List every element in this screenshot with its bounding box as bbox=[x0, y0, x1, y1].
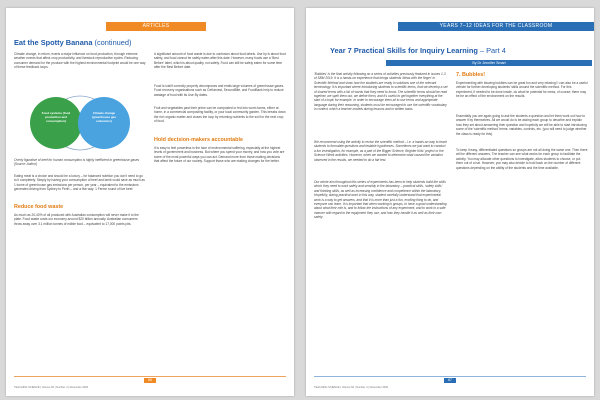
arrow-top bbox=[64, 96, 96, 100]
paragraph-food-waste: As much as 20-40% of all produced with Australian consumption will never make it to the plate. Food waste costs our economy around $20 billion annually. Australian consumers throw away over 3.1 million tonnes of edible food – equivalent to 17,000 points pits. bbox=[14, 213, 139, 226]
column2-paragraph-1: Experimenting with blowing bubbles can be great fun and very relaxing! I can also be a useful vehicle for further developing students' skills around the scientific method. For this experiment, if needed to be done inside, do what he potential for mess, of course; there may be be an effect of the environment on the results. bbox=[456, 81, 588, 99]
subheading-bubbles: 7. Bubbles! bbox=[456, 72, 486, 78]
climate-change-label: Climate change (greenhouse gas emissions) bbox=[91, 111, 116, 123]
page-number: 66 bbox=[144, 378, 156, 383]
venn-diagram bbox=[20, 92, 140, 154]
column1-paragraph-1: 'Bubbles' is the final activity following on a series of activities previously featured in issues 1-3 of SBM 2019. It is a hands-on experience that brings students 'ideas with the finger' in Scientific Method and show how the students are ready in solutions one of the relevant terminology. It is important where introducing students to scientific terms, that we develop a set of shared terms with a list of words that they need to know. The scientific terms should be read together, we spell them out, we define them, and it's useful to get together everything at the start of a topic for example. In order to encourage them all to use terms and appropriate language during their reasoning, students must be encouraged to use the scientific vocabulary in context, which a teacher models during lessons and in written tasks. bbox=[314, 72, 448, 112]
headline-part: – Part 4 bbox=[479, 46, 506, 55]
column2-paragraph-3: Fruit and vegetables past their prime can be composted or fed into worm farms, either at home, in a commercial composting facility, or your local community garden. This breaks down the rich organic matter and closes the loop by returning nutrients to the soil for the next crop of food. bbox=[154, 106, 286, 124]
page-number: 67 bbox=[444, 378, 456, 383]
column2-paragraph-3: To keep it easy, differentiated questions so groups are not all doing the same one. Then there will be different answers. The teacher can see what works for each group to facilitate the activity. You may allocate other questions to investigate, allow students to choose, or put them out of a hat. However, you may also decide to hold back on the number of different questions depending on the ability of the students and the time available. bbox=[456, 148, 588, 170]
footer-text: TEACHING SCIENCE | Volume 66 | Number 4 | December 2020 bbox=[314, 386, 389, 389]
article-title bbox=[330, 46, 506, 55]
column2-paragraph-2: Essentially you are again going to ask the students a question and let them work out how to answer it by themselves. All we would do is be asking each group to describe and explain how they set about answering their question and hopefully we will be able to start introducing some of the 'scientific method' terms: variables, controls, etc. (you will need to judge whether the class is ready for this). bbox=[456, 114, 587, 136]
section-tab: YEARS 7–12 IDEAS FOR THE CLASSROOM bbox=[398, 22, 594, 31]
subheading-accountable: Hold decision-makers accountable bbox=[154, 137, 243, 143]
paragraph-meat: Eating meat is a choice and should be a luxury – for balanced nutrition you don't need to go to it completely. Simply by having your consumption of beef and lamb could save as much as 1 tonne of greenhouse gas emissions per person, per year – equivalent to the emissions generated driving from Sydney to Perth – and a five way: 1 Ferme round of live beef. bbox=[14, 174, 145, 192]
article-title bbox=[14, 38, 131, 47]
left-page bbox=[6, 8, 294, 396]
arrow-bottom bbox=[64, 146, 96, 150]
headline-text: Year 7 Practical Skills for Inquiry Learning bbox=[330, 46, 478, 55]
column2-paragraph-4: It is easy to feel powerless in the face of environmental suffering, especially at the highest levels of government and business. But where you spend your money, and how you vote are some of the most powerful ways you can act. Demand more from those making decisions that affect the future of our society. Support those who are making changes for the better. bbox=[154, 146, 285, 164]
footer-divider bbox=[314, 376, 586, 377]
footer-divider bbox=[14, 376, 286, 377]
headline-text: Eat the Spotty Banana bbox=[14, 38, 93, 47]
column1-paragraph-3: Our whole aim throughout this series of experiments has been to help students build the skills which they need to work safely and sensibly in the laboratory – practical skills, 'safety skills' and thinking skills, as well as increasing confidence and competence within the laboratory. Hopefully, during practical work in this way, student carefully understand that experimental work is a way to get answers, and that it is more than just a fun, exciting thing to do, and everyone can learn. It is important that when working in groups, to have a good understanding about what their role is, and to follow the instructions of any experiment, and to work in a safe manner with regard to the equipment they use, and how they handle it as well as their own safety. bbox=[314, 180, 447, 220]
footer-text: TEACHING SCIENCE | Volume 66 | Number 4 | December 2020 bbox=[14, 386, 89, 389]
column1-paragraph-2: We recommend using the activity to revise the scientific method – i.e. a hands-on way to teach students to formulate questions and testable hypotheses. Sometimes we just want to conduct a fun investigation, for example, as a part of the Bigger Science, Brighter Kids' project or the Science Week activities. However, when we wanted to determine what caused the variation observed in the results, we needed to do a fair test. bbox=[314, 140, 448, 162]
subheading-food-waste: Reduce food waste bbox=[14, 204, 64, 210]
byline: By Dr Jennifer Smart bbox=[386, 60, 592, 66]
column2-paragraph-2: Food is lost/if correctly properly decomposes and emits large volumes of greenhouse gases. Food recovery organisations such as OzHarvest, SecondBite, and FoodBank help to reduce wastage of food with its Use By dates. bbox=[154, 84, 285, 97]
right-page bbox=[306, 8, 594, 396]
figure-caption: Overly figurative of beef for human consumption is highly inefficient in greenhouse gases [Source: Author] bbox=[14, 158, 140, 167]
food-systems-label: Food systems (food production and consumption) bbox=[41, 111, 71, 123]
section-tab: ARTICLES bbox=[106, 22, 206, 31]
headline-suffix: (continued) bbox=[94, 38, 132, 47]
column2-paragraph-1: A significant amount of food waste is due to confusion about food labels. Use by is about food safety, and food cannot be safely eaten after this date. However, many foods use a 'Best Before' label, which is about quality, not safety. Food can still be safely eaten for some time after the Best Before date. bbox=[154, 52, 286, 70]
intro-paragraph: Climate change, in return, exerts a major influence on food production, through extreme weather events that affect crop productivity, and livestock reproductive cycles. Reducing consumer demand for the produce with the highest environmental footprint would be one way of these feedback loops. bbox=[14, 52, 146, 70]
